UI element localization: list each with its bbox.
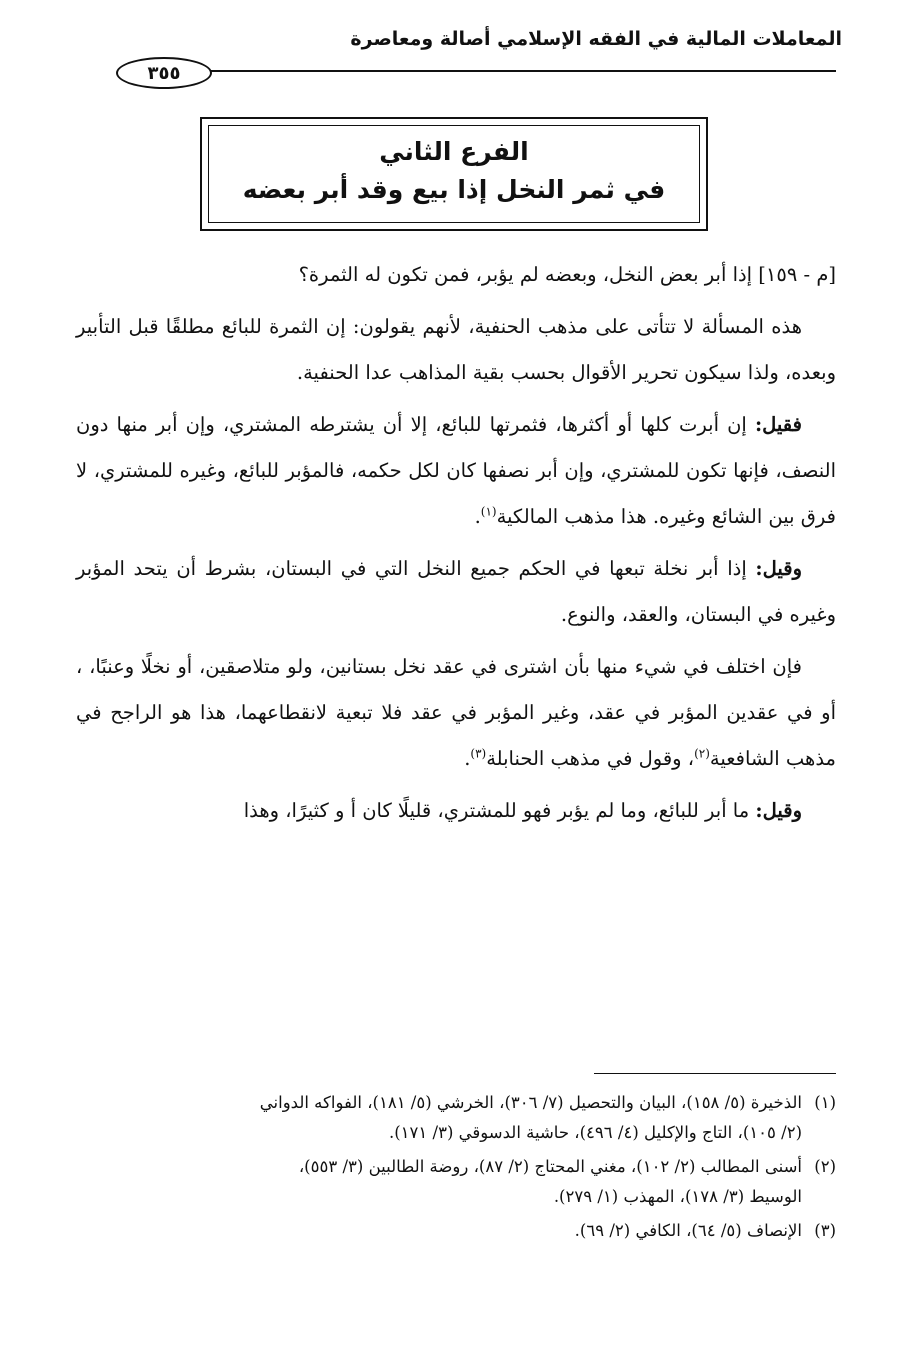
footnotes [76,1088,836,1250]
running-header: المعاملات المالية في الفقه الإسلامي أصالة ومعاصرة [350,28,842,50]
body-text [76,252,836,840]
paragraph-text: فإن اختلف في شيء منها بأن اشترى في عقد نخل بستانين، ولو متلاصقين، أو نخلًا وعنبًا، ، أو في عقدين المؤبر في عقد، وغير المؤبر في عقد فلا تبعية لانقطاعهما، هذا هو الراجح في مذهب الشافعية [76,655,836,770]
section-heading-frame [200,117,708,231]
paragraph-lead: وقيل: [755,799,802,822]
paragraph-maliki [76,402,836,540]
footnote-text: الإنصاف (٥/ ٦٤)، الكافي (٢/ ٦٩). [574,1221,802,1240]
paragraph-intro: هذه المسألة لا تتأتى على مذهب الحنفية، لأنهم يقولون: إن الثمرة للبائع مطلقًا قبل التأبير وبعده، ولذا سيكون تحرير الأقوال بحسب بقية المذاهب عدا الحنفية. [76,315,836,384]
footnote-ref: (٣) [470,746,487,761]
footnote-ref: (١) [480,504,497,519]
footnote-text: الذخيرة (٥/ ١٥٨)، البيان والتحصيل (٧/ ٣٠٦)، الخرشي (٥/ ١٨١)، الفواكه الدواني [259,1093,802,1112]
footnote-1 [76,1088,836,1148]
paragraph-lead: فقيل: [754,413,802,436]
paragraph-end: . [464,747,471,770]
paragraph-orchard [76,546,836,638]
footnote-number: (٢) [814,1157,836,1176]
footnote-ref: (٢) [694,746,710,761]
header-rule [195,70,836,72]
footnote-3 [76,1216,836,1246]
footnote-text-cont: الوسيط (٣/ ١٧٨)، المهذب (١/ ٢٧٩). [553,1187,802,1206]
paragraph-shafii [76,644,836,782]
page-number: ٣٥٥ [116,57,212,89]
footnote-2 [76,1152,836,1212]
paragraph-question: [م - ١٥٩] إذا أبر بعض النخل، وبعضه لم يؤبر، فمن تكون له الثمرة؟ [298,263,836,286]
footnote-number: (١) [814,1093,836,1112]
section-heading-line2: في ثمر النخل إذا بيع وقد أبر بعضه [242,175,666,204]
footnote-number: (٣) [814,1221,836,1240]
paragraph-text: إذا أبر نخلة تبعها في الحكم جميع النخل التي في البستان، بشرط أن يتحد المؤبر وغيره في البستان، والعقد، والنوع. [76,557,836,626]
section-heading [208,125,700,223]
paragraph-third-view [76,788,836,834]
paragraph-lead: وقيل: [755,557,802,580]
paragraph-text-mid: ، وقول في مذهب الحنابلة [486,747,695,770]
footnote-text-cont: (٢/ ١٠٥)، التاج والإكليل (٤/ ٤٩٦)، حاشية الدسوقي (٣/ ١٧١). [388,1123,802,1142]
paragraph-text: إن أبرت كلها أو أكثرها، فثمرتها للبائع، إلا أن يشترطه المشتري، وإن أبر منها دون النصف، فإنها تكون للمشتري، وإن أبر نصفها كان لكل حكمه، فالمؤبر للبائع، وغيره للمشتري، لا فرق بين الشائع وغيره. هذا مذهب المالكية [76,413,836,528]
section-heading-line1: الفرع الثاني [379,137,529,166]
footnote-separator [594,1073,836,1074]
paragraph-end: . [474,505,481,528]
paragraph-text: ما أبر للبائع، وما لم يؤبر فهو للمشتري، قليلًا كان أ و كثيرًا، وهذا [243,799,756,822]
footnote-text: أسنى المطالب (٢/ ١٠٢)، مغني المحتاج (٢/ ٨٧)، روضة الطالبين (٣/ ٥٥٣)، [298,1157,802,1176]
